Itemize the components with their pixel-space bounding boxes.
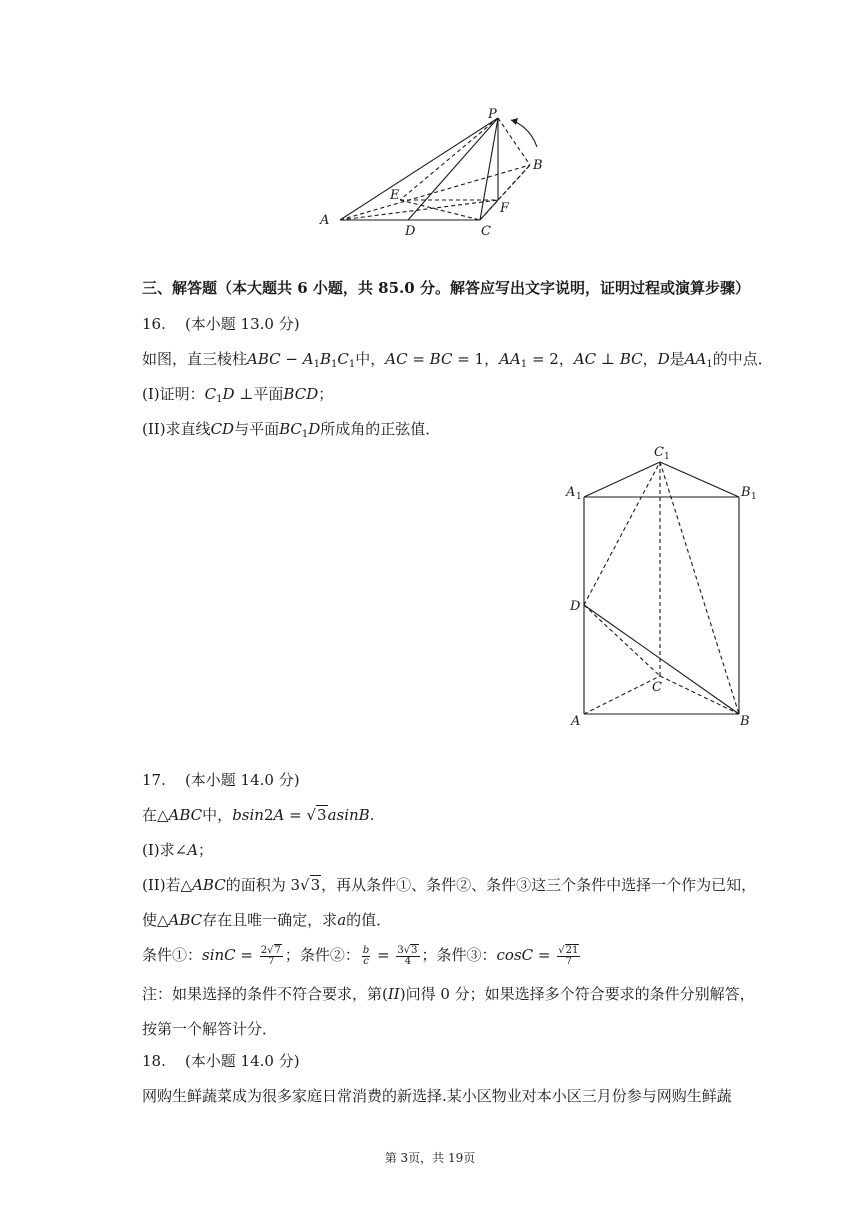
label-C1: C xyxy=(654,445,664,460)
q17-part2-line2: 使△ABC存在且唯一确定，求a的值． xyxy=(142,911,392,929)
section-heading: 三、解答题（本大题共 6 小题，共 85.0 分。解答应写出文字说明，证明过程或演算步骤） xyxy=(142,279,750,297)
q16-stem: 如图，直三棱柱ABC − $A_1B_1C_1$中，AC = BC = 1，$AA_1 = 2$，AC ⊥ BC，D是$AA_1$的中点． xyxy=(142,350,773,370)
svg-text:1: 1 xyxy=(576,492,582,502)
label-F: F xyxy=(500,201,510,216)
q17-part1: (I)求∠A； xyxy=(142,841,214,859)
label-A: A xyxy=(571,714,581,729)
label-P: P xyxy=(488,107,497,122)
q18-header: 18. (本小题 14.0 分) xyxy=(142,1052,300,1070)
label-B1: B xyxy=(741,485,751,500)
label-B: B xyxy=(533,158,543,173)
q17-note-line2: 按第一个解答计分． xyxy=(142,1020,278,1038)
q17-conditions: 条件①：sinC = $\frac{2√7}{7}$ ；条件②： $\frac{b}{c}$ = $\frac{3√3}{4}$ ；条件③：cosC = $\frac{√21}{7}$ xyxy=(142,944,579,967)
label-D: D xyxy=(405,224,416,239)
q18-stem: 网购生鲜蔬菜成为很多家庭日常消费的新选择.某小区物业对本小区三月份参与网购生鲜蔬 xyxy=(142,1087,732,1105)
geometry-figure-pyramid xyxy=(315,105,555,240)
q17-header: 17. (本小题 14.0 分) xyxy=(142,771,300,789)
label-C: C xyxy=(481,224,491,239)
page-footer: 第 3页，共 19页 xyxy=(384,1151,476,1165)
q17-part2: (II)若△ABC的面积为 3√3，再从条件①、条件②、条件③这三个条件中选择一个作为已知， xyxy=(142,876,757,894)
q16-part1: (I)证明：$C_1D$ ⊥平面BCD； xyxy=(142,385,334,405)
label-B: B xyxy=(740,714,750,729)
label-C: C xyxy=(652,680,662,695)
q16-part2: (II)求直线CD与平面$BC_1D$所成角的正弦值． xyxy=(142,420,441,440)
geometry-figure-prism xyxy=(560,440,770,735)
label-E: E xyxy=(390,188,400,203)
label-A1: A xyxy=(566,485,576,500)
svg-text:1: 1 xyxy=(664,452,670,462)
label-D: D xyxy=(570,599,581,614)
label-A: A xyxy=(320,213,330,228)
q17-stem: 在△ABC中，bsin2A = √3asinB. xyxy=(142,806,375,824)
svg-text:1: 1 xyxy=(751,492,757,502)
q16-header: 16. (本小题 13.0 分) xyxy=(142,315,300,333)
q17-note-line1: 注：如果选择的条件不符合要求，第(II)问得 0 分；如果选择多个符合要求的条件分别解答， xyxy=(142,985,755,1003)
